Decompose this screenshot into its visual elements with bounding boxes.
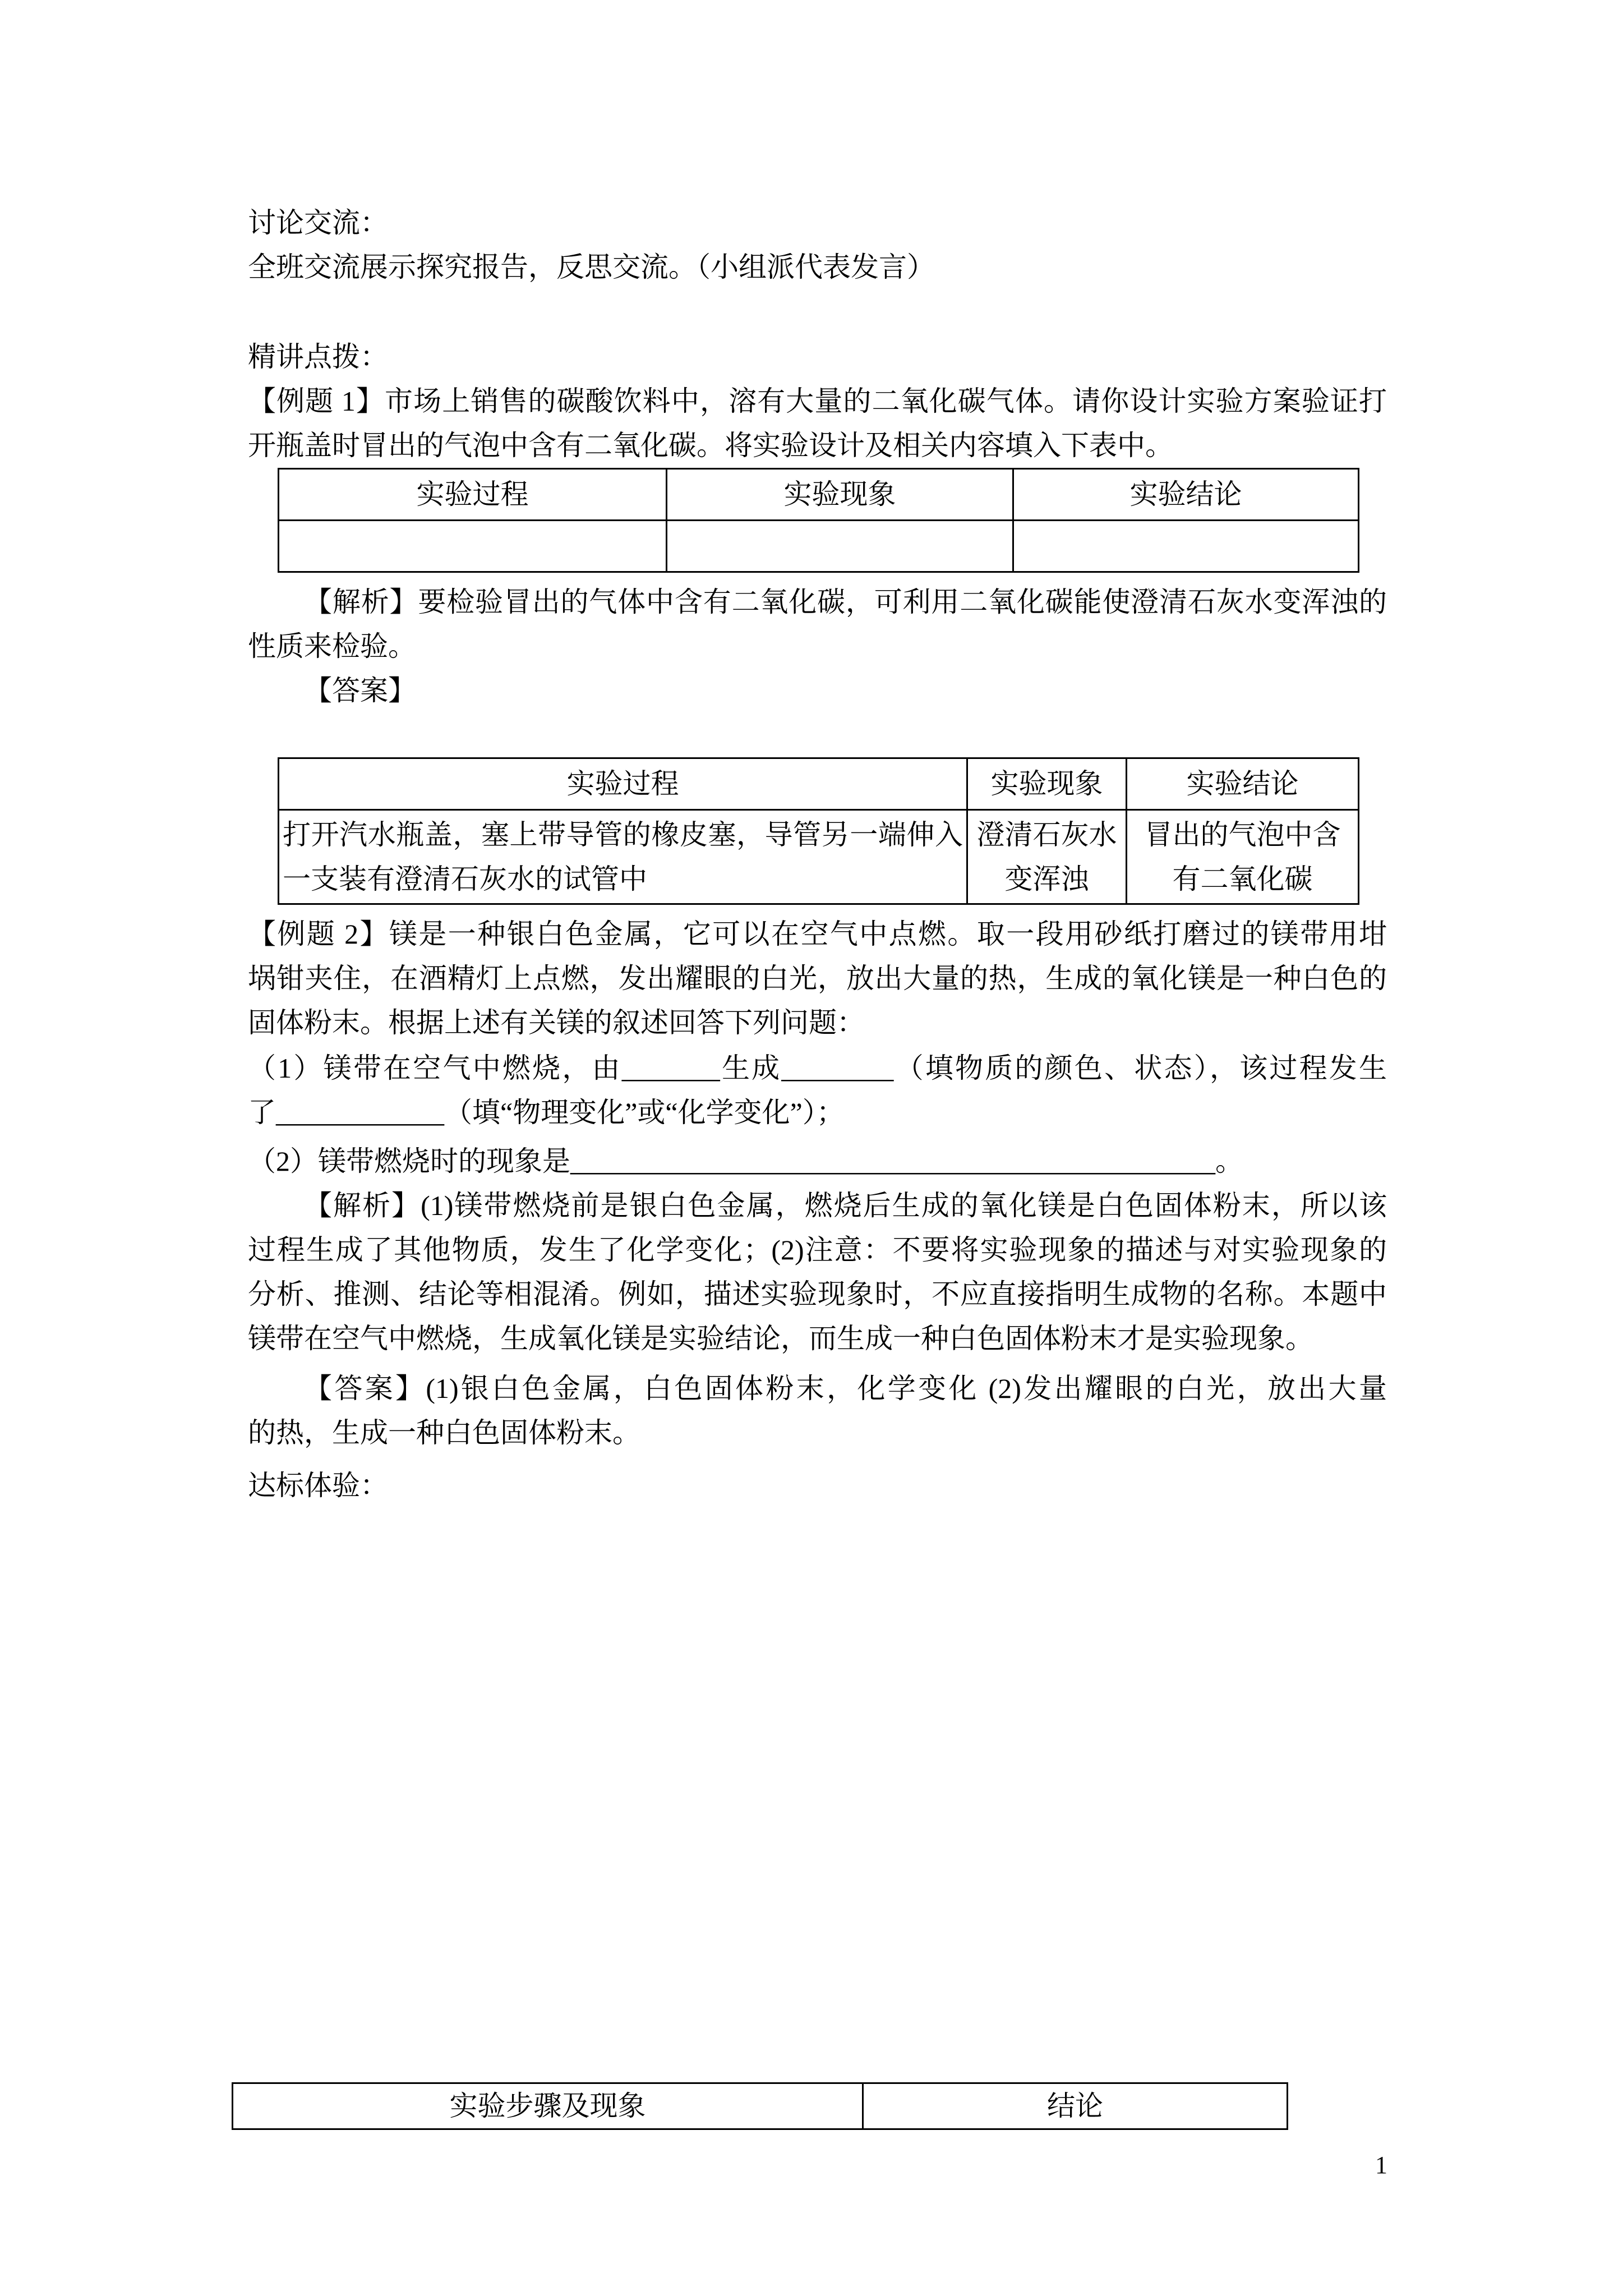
table-header-cell: 实验现象 bbox=[967, 758, 1127, 810]
example1-analysis bbox=[248, 580, 1387, 713]
example2-analysis-line: 分析、推测、结论等相混淆。例如，描述实验现象时，不应直接指明生成物的名称。本题中 bbox=[248, 1278, 1387, 1310]
example2-analysis-line: 【解析】(1)镁带燃烧前是银白色金属，燃烧后生成的氧化镁是白色固体粉末，所以该 bbox=[304, 1190, 1387, 1221]
table-cell-phenomenon: 澄清石灰水变浑浊 bbox=[967, 810, 1127, 904]
subquestion-2-line: （2）镁带燃烧时的现象是______________________________________________。 bbox=[248, 1145, 1243, 1177]
table-header-cell: 实验现象 bbox=[667, 469, 1013, 521]
example2-question-line: 【例题 2】镁是一种银白色金属，它可以在空气中点燃。取一段用砂纸打磨过的镁带用坩 bbox=[248, 918, 1387, 950]
table-cell-procedure: 打开汽水瓶盖，塞上带导管的橡皮塞，导管另一端伸入一支装有澄清石灰水的试管中 bbox=[279, 810, 967, 904]
table-header-cell: 实验过程 bbox=[279, 758, 967, 810]
example2-subquestion-2 bbox=[248, 1139, 1387, 1184]
example2-question bbox=[248, 912, 1387, 1045]
page-number: 1 bbox=[1375, 2151, 1387, 2179]
lecture-heading: 精讲点拨： bbox=[248, 341, 388, 372]
example2-answer-line: 【答案】(1)银白色金属，白色固体粉末，化学变化 (2)发出耀眼的白光，放出大量 bbox=[304, 1373, 1387, 1404]
practice-table bbox=[232, 2082, 1288, 2130]
example1-analysis-line: 性质来检验。 bbox=[248, 631, 416, 662]
table-empty-cell bbox=[667, 521, 1013, 572]
practice-section bbox=[248, 1464, 1387, 1508]
table-header-cell: 实验步骤及现象 bbox=[233, 2083, 863, 2129]
lecture-section bbox=[248, 335, 1387, 468]
discussion-section bbox=[248, 201, 1387, 289]
example1-blank-table bbox=[278, 468, 1359, 573]
table-empty-cell bbox=[1013, 521, 1359, 572]
table-header-cell: 实验结论 bbox=[1013, 469, 1359, 521]
example1-question-line: 开瓶盖时冒出的气泡中含有二氧化碳。将实验设计及相关内容填入下表中。 bbox=[248, 430, 1173, 461]
table-header-cell: 实验结论 bbox=[1127, 758, 1359, 810]
table-header-row bbox=[279, 758, 1359, 810]
example1-analysis-line: 【解析】要检验冒出的气体中含有二氧化碳，可利用二氧化碳能使澄清石灰水变浑浊的 bbox=[304, 586, 1387, 618]
example2-question-line: 埚钳夹住，在酒精灯上点燃，发出耀眼的白光，放出大量的热，生成的氧化镁是一种白色的 bbox=[248, 963, 1387, 994]
example1-question-line: 【例题 1】市场上销售的碳酸饮料中，溶有大量的二氧化碳气体。请你设计实验方案验证打 bbox=[248, 385, 1387, 417]
example2-question-line: 固体粉末。根据上述有关镁的叙述回答下列问题： bbox=[248, 1007, 865, 1038]
table-row bbox=[279, 521, 1359, 572]
example1-answer-label: 【答案】 bbox=[304, 675, 416, 706]
example1-answer-table bbox=[278, 757, 1359, 905]
subquestion-1-line: （1）镁带在空气中燃烧，由_______生成________（填物质的颜色、状态），该过程发生 bbox=[248, 1052, 1387, 1084]
table-cell-conclusion: 冒出的气泡中含有二氧化碳 bbox=[1127, 810, 1359, 904]
example2-analysis-line: 镁带在空气中燃烧，生成氧化镁是实验结论，而生成一种白色固体粉末才是实验现象。 bbox=[248, 1323, 1313, 1354]
table-header-cell: 实验过程 bbox=[279, 469, 667, 521]
table-header-cell: 结论 bbox=[863, 2083, 1288, 2129]
practice-heading: 达标体验： bbox=[248, 1470, 388, 1501]
table-row bbox=[279, 810, 1359, 904]
example2-analysis bbox=[248, 1184, 1387, 1361]
example2-answer bbox=[248, 1366, 1387, 1455]
example2-analysis-line: 过程生成了其他物质，发生了化学变化；(2)注意：不要将实验现象的描述与对实验现象的 bbox=[248, 1234, 1387, 1266]
table-empty-cell bbox=[279, 521, 667, 572]
discussion-heading: 讨论交流： bbox=[248, 207, 388, 238]
table-header-row bbox=[279, 469, 1359, 521]
subquestion-1-line: 了____________（填“物理变化”或“化学变化”）； bbox=[248, 1097, 845, 1128]
discussion-text: 全班交流展示探究报告，反思交流。（小组派代表发言） bbox=[248, 251, 935, 283]
example2-answer-line: 的热，生成一种白色固体粉末。 bbox=[248, 1417, 640, 1448]
table-header-row bbox=[233, 2083, 1288, 2129]
example2-subquestion-1 bbox=[248, 1046, 1387, 1135]
